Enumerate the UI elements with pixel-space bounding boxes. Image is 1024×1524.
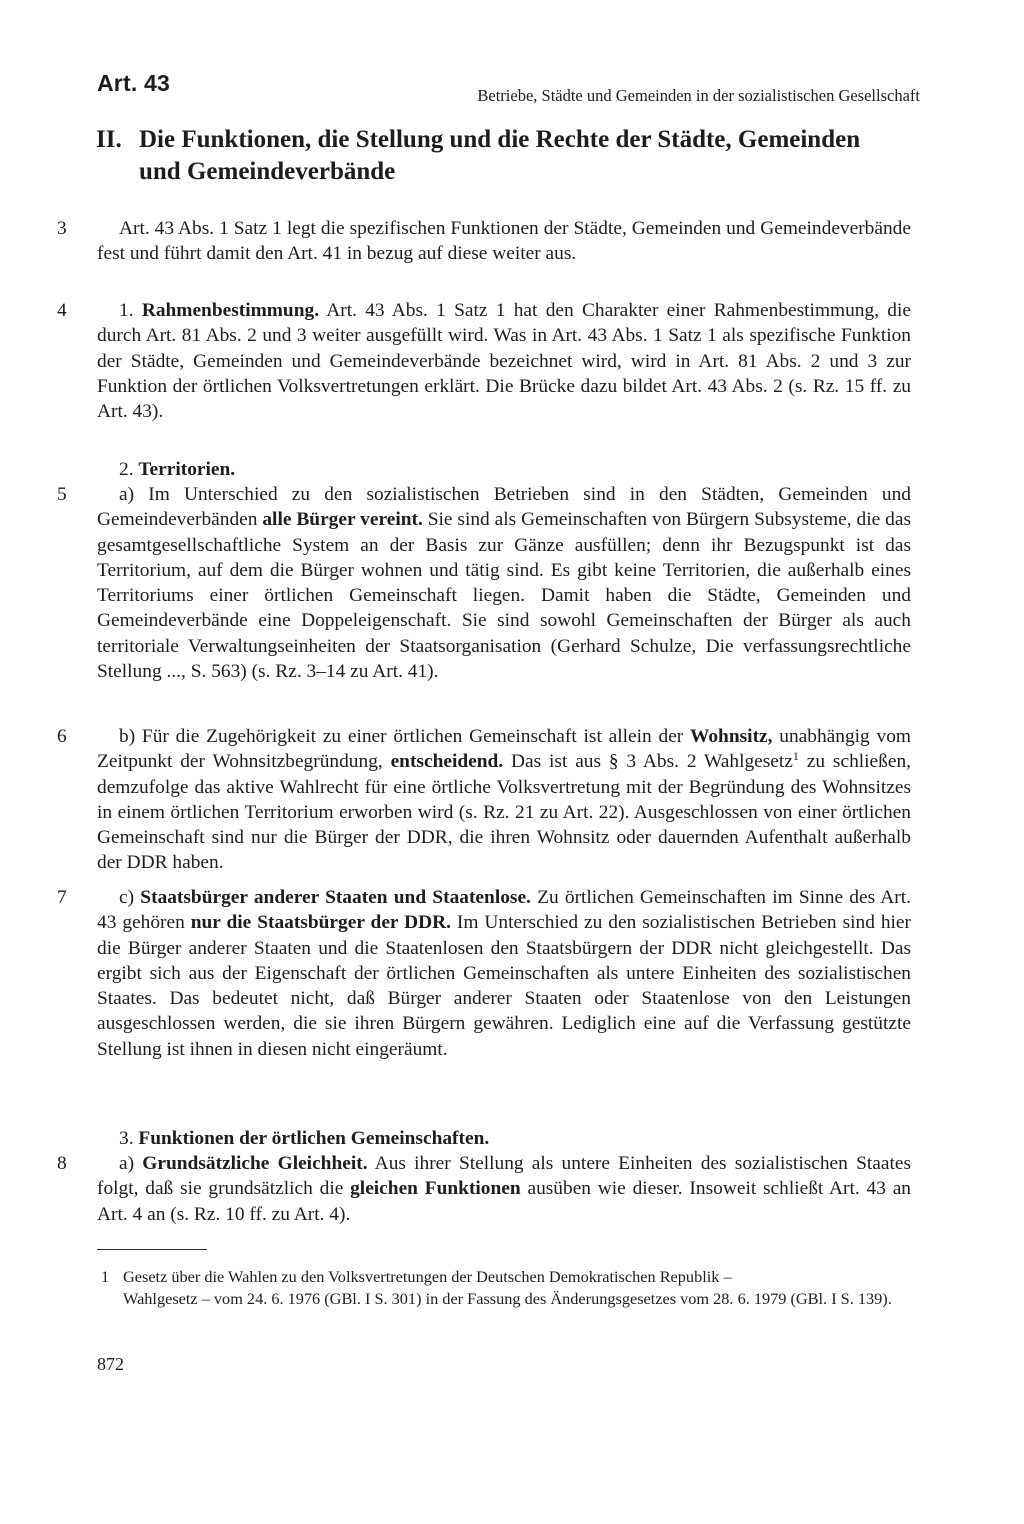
section-heading (96, 124, 936, 188)
paragraph-4 (97, 298, 911, 424)
margin-number-4: 4 (57, 300, 67, 321)
margin-number-7: 7 (57, 887, 67, 908)
paragraph-text: Aus ihrer Stellung als untere Einheiten des sozialistischen Staates folgt, daß sie grundsätzlich die (97, 1153, 911, 1200)
paragraph-text: Sie sind als Gemeinschaften von Bürgern Subsysteme, die das gesamtgesellschaftliche System an der Basis zur Gänze ausfüllen; denn ihr Bezugspunkt ist das Territorium, auf dem die Bürger wohnen und tätig sind. Es gibt keine Territorien, die außerhalb eines Territoriums einer örtlichen Gemeinschaft liegen. Damit haben die Städte, Gemeinden und Gemeindeverbände eine Doppeleigenschaft. Sie sind sowohl Gemeinschaften der Bürger als auch territoriale Verwaltungseinheiten der Staatsorganisation (Gerhard Schulze, Die verfassungsrechtliche Stellung ..., S. 563) (s. Rz. 3–14 zu Art. 41). (97, 509, 911, 683)
margin-number-3: 3 (57, 218, 67, 239)
subsection-heading: Territorien. (138, 459, 236, 480)
footnote-divider (97, 1249, 207, 1250)
paragraph-text: a) Im Unterschied zu den sozialistischen Betrieben sind in den Städten, Gemeinden und Gemeindeverbänden (97, 484, 911, 531)
section-title-line1: Die Funktionen, die Stellung und die Rechte der Städte, Gemeinden (139, 126, 861, 153)
paragraph-text: c) (119, 887, 141, 908)
emphasis-text: entscheidend. (390, 751, 504, 773)
paragraph-text: Das ist aus § 3 Abs. 2 Wahlgesetz (503, 751, 793, 773)
paragraph-3 (97, 216, 911, 267)
paragraph-text: zu schließen, demzufolge das aktive Wahlrecht für eine örtliche Volksvertretung mit der Begründung des Wohnsitzes in einem örtlichen Territorium erworben wird (s. Rz. 21 zu Art. 22). Ausgeschlossen von einer örtlichen Gemeinschaft sind nur die Bürger der DDR, die ihren Wohnsitz oder dauernden Aufenthalt außerhalb der DDR haben. (97, 751, 911, 874)
header-article-number: Art. 43 (97, 70, 170, 96)
margin-number-5: 5 (57, 484, 67, 505)
emphasis-text: Staatsbürger anderer Staaten und Staatenlose. (140, 887, 531, 908)
footnote-reference[interactable]: 1 (792, 749, 799, 764)
page-number: 872 (97, 1354, 124, 1374)
subsection-funktionen (97, 1126, 911, 1151)
footnote-number: 1 (101, 1267, 110, 1286)
subsection-number: 3. (119, 1128, 139, 1149)
footnote-text: Gesetz über die Wahlen zu den Volksvertretungen der Deutschen Demokratischen Republik – (123, 1267, 732, 1286)
paragraph-text: Art. 43 Abs. 1 Satz 1 hat den Charakter einer Rahmenbestimmung, die durch Art. 81 Abs. 2 und 3 weiter ausgefüllt wird. Was in Art. 43 Abs. 1 Satz 1 als spezifische Funktion der Städte, Gemeinden und Gemeindeverbände bezeichnet wird, wird in Art. 81 Abs. 2 und 3 zur Funktion der örtlichen Volksvertretungen erklärt. Die Brücke dazu bildet Art. 43 Abs. 2 (s. Rz. 15 ff. zu Art. 43). (97, 300, 911, 423)
section-numeral: II. (96, 126, 122, 153)
subsection-territorien (97, 457, 911, 482)
running-title: Betriebe, Städte und Gemeinden in der sozialistischen Gesellschaft (477, 86, 920, 105)
subsection-heading: Rahmenbestimmung. (141, 300, 320, 321)
paragraph-text: b) Für die Zugehörigkeit zu einer örtlichen Gemeinschaft ist allein der (119, 726, 691, 747)
footnote (97, 1266, 911, 1309)
paragraph-text: Zu örtlichen Gemeinschaften im Sinne des Art. 43 gehören (97, 887, 911, 934)
paragraph-8 (97, 1151, 911, 1227)
paragraph-text: ausüben wie dieser. Insoweit schließt Art. 43 an Art. 4 an (s. Rz. 10 ff. zu Art. 4). (97, 1178, 911, 1225)
section-title-line2: und Gemeindeverbände (139, 158, 396, 185)
paragraph-text: unabhängig vom Zeitpunkt der Wohnsitzbegründung, (97, 726, 911, 773)
subsection-number: 2. (119, 459, 139, 480)
footnote-text-continued: Wahlgesetz – vom 24. 6. 1976 (GBl. I S. 301) in der Fassung des Änderungsgesetzes vom 28. 6. 1979 (GBl. I S. 139). (123, 1288, 892, 1308)
paragraph-6 (97, 724, 911, 876)
subsection-heading: Funktionen der örtlichen Gemeinschaften. (138, 1128, 490, 1149)
margin-number-6: 6 (57, 726, 67, 747)
margin-number-8: 8 (57, 1153, 67, 1174)
emphasis-text: Grundsätzliche Gleichheit. (142, 1153, 368, 1174)
paragraph-text: Art. 43 Abs. 1 Satz 1 legt die spezifischen Funktionen der Städte, Gemeinden und Gemeindeverbände fest und führt damit den Art. 41 in bezug auf diese weiter aus. (97, 218, 911, 265)
paragraph-7 (97, 885, 911, 1062)
paragraph-text: Im Unterschied zu den sozialistischen Betrieben sind hier die Bürger anderer Staaten und die Staatenlosen den Staatsbürgern der DDR nicht gleichgestellt. Das ergibt sich aus der Eigenschaft der örtlichen Gemeinschaften als untere Einheiten des sozialistischen Staates. Das bedeutet nicht, daß Bürger anderer Staaten oder Staatenlose von den Leistungen ausgeschlossen werden, die sie ihren Bürgern gewähren. Lediglich eine auf die Verfassung gestützte Stellung ist ihnen in diesen nicht eingeräumt. (97, 912, 911, 1060)
emphasis-text: Wohnsitz, (690, 726, 773, 747)
emphasis-text: alle Bürger vereint. (262, 509, 423, 531)
subsection-number: 1. (119, 300, 142, 321)
emphasis-text: gleichen Funktionen (350, 1178, 521, 1200)
paragraph-text: a) (119, 1153, 143, 1174)
emphasis-text: nur die Staatsbürger der DDR. (190, 912, 451, 934)
paragraph-5 (97, 482, 911, 684)
